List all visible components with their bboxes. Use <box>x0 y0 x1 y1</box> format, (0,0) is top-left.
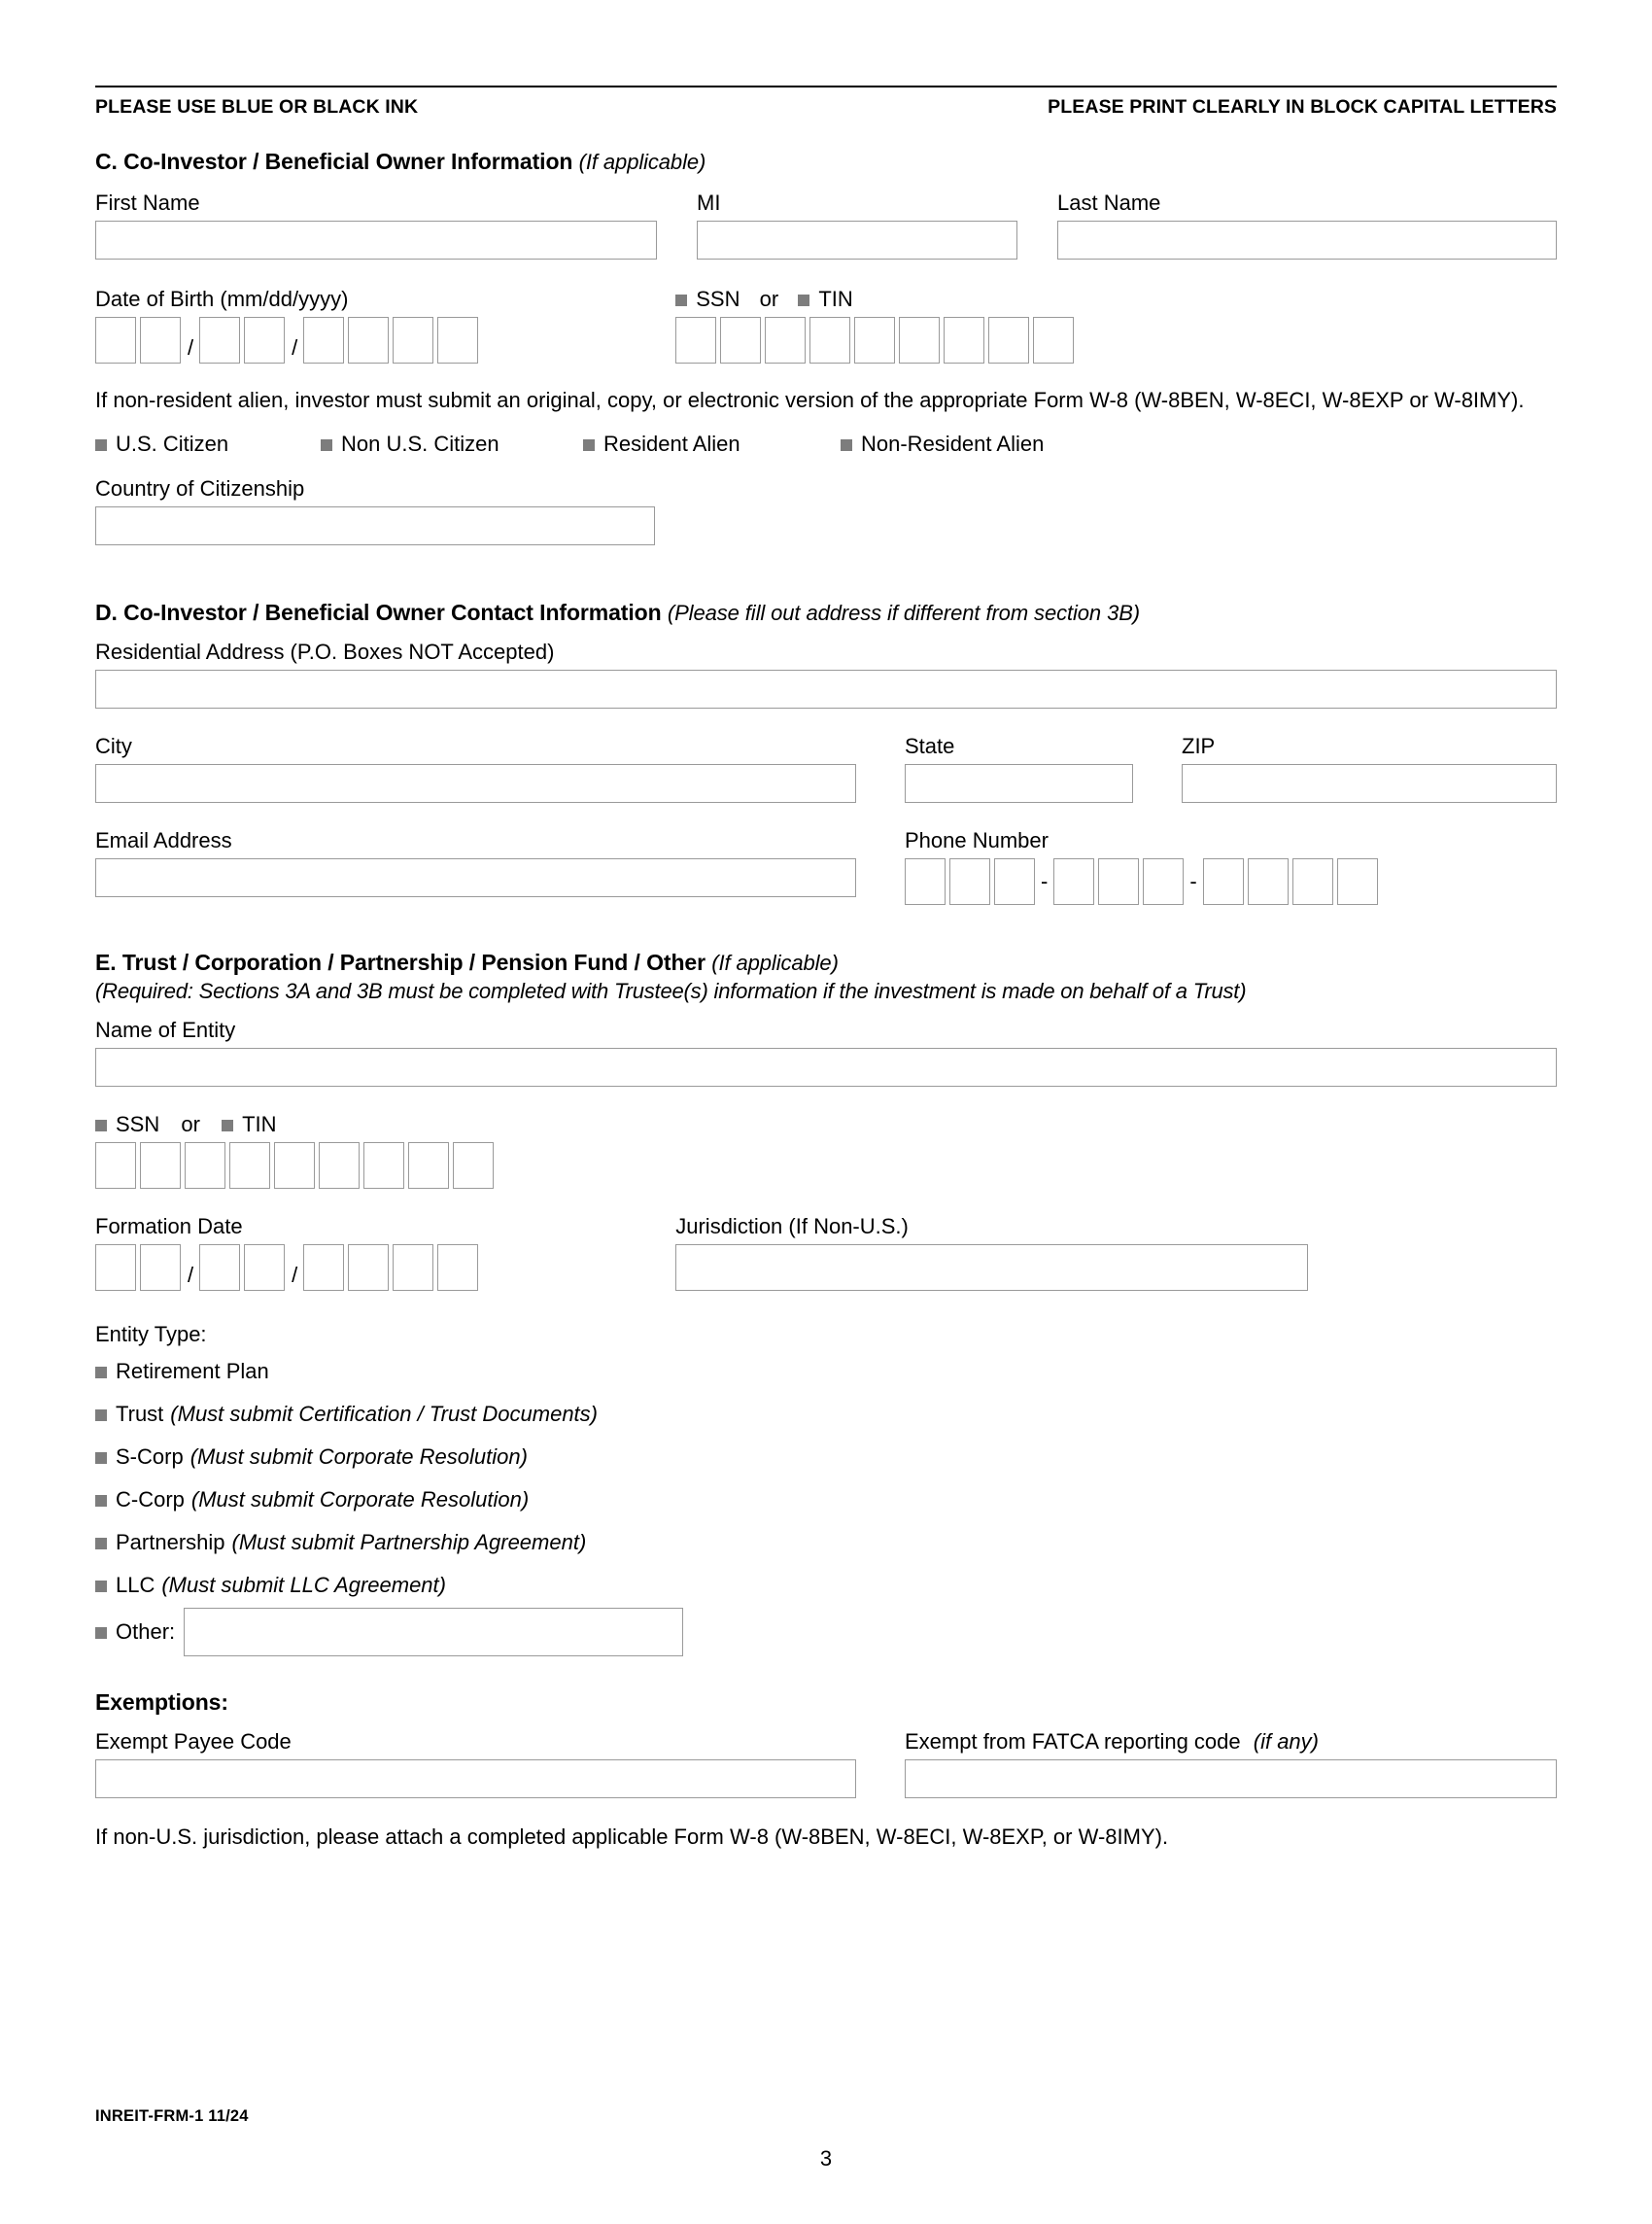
entity-type-name: C-Corp <box>116 1486 185 1512</box>
checkbox-icon <box>321 439 332 451</box>
zip-input[interactable] <box>1182 764 1557 803</box>
entity-type-option-retirement-plan[interactable] <box>95 1359 269 1384</box>
entity-ssn-tin-digit-9[interactable] <box>453 1142 494 1189</box>
formation-date-comb <box>95 1244 478 1291</box>
tin-label: TIN <box>818 286 853 311</box>
ssn-tin-label-row <box>675 287 1074 312</box>
entity-ssn-tin-or: or <box>181 1111 200 1136</box>
ssn-tin-digit-3[interactable] <box>765 317 806 364</box>
first-name-group <box>95 191 657 260</box>
exempt-payee-code-group <box>95 1729 856 1798</box>
entity-name-label: Name of Entity <box>95 1017 236 1042</box>
formation-yyyy-1[interactable] <box>303 1244 344 1291</box>
email-input[interactable] <box>95 858 856 897</box>
residential-address-label: Residential Address (P.O. Boxes NOT Accepted) <box>95 640 555 665</box>
phone-line-3[interactable] <box>1292 858 1333 905</box>
entity-tin-label: TIN <box>242 1111 277 1136</box>
entity-type-options <box>95 1359 1557 1656</box>
dob-separator-2: / <box>292 334 298 360</box>
formation-mm-1[interactable] <box>95 1244 136 1291</box>
phone-line-2[interactable] <box>1248 858 1289 905</box>
citizenship-option-non-us-citizen[interactable] <box>321 432 583 457</box>
ssn-checkbox-option[interactable] <box>675 287 740 312</box>
page-number: 3 <box>819 2146 833 2171</box>
phone-prefix-3[interactable] <box>1143 858 1184 905</box>
entity-ssn-tin-group <box>95 1112 1557 1189</box>
mi-input[interactable] <box>697 221 1017 260</box>
entity-type-option-trust[interactable] <box>95 1402 598 1427</box>
ink-instruction: PLEASE USE BLUE OR BLACK INK <box>95 96 419 118</box>
formation-mm-2[interactable] <box>140 1244 181 1291</box>
citizenship-option-label: Resident Alien <box>603 432 740 457</box>
exempt-payee-code-input[interactable] <box>95 1759 856 1798</box>
jurisdiction-label: Jurisdiction (If Non-U.S.) <box>675 1213 909 1238</box>
phone-group <box>905 828 1378 905</box>
residential-address-group <box>95 640 1557 709</box>
dob-label: Date of Birth (mm/dd/yyyy) <box>95 286 349 311</box>
exemptions-title: Exemptions: <box>95 1688 228 1715</box>
ssn-label: SSN <box>696 286 740 311</box>
entity-type-other-label: Other: <box>116 1618 176 1644</box>
ssn-tin-group <box>675 287 1074 364</box>
ssn-tin-digit-7[interactable] <box>944 317 984 364</box>
phone-line-1[interactable] <box>1203 858 1244 905</box>
citizenship-option-resident-alien[interactable] <box>583 432 841 457</box>
entity-name-input[interactable] <box>95 1048 1557 1087</box>
phone-separator-2: - <box>1189 868 1197 893</box>
section-d-heading <box>95 600 1557 626</box>
section-e-title: E. Trust / Corporation / Partnership / Pension Fund / Other <box>95 949 706 975</box>
citizenship-option-label: Non U.S. Citizen <box>341 432 499 457</box>
email-group <box>95 828 856 905</box>
section-d-title: D. Co-Investor / Beneficial Owner Contact Information <box>95 600 662 626</box>
formation-dd-1[interactable] <box>199 1244 240 1291</box>
phone-separator-1: - <box>1041 868 1049 893</box>
form-page <box>0 86 1652 2224</box>
formation-date-label: Formation Date <box>95 1213 243 1238</box>
dob-yyyy-1[interactable] <box>303 317 344 364</box>
entity-type-name: Trust <box>116 1401 164 1426</box>
jurisdiction-group <box>675 1214 1308 1291</box>
entity-type-name: Partnership <box>116 1529 225 1554</box>
form-code: INREIT-FRM-1 11/24 <box>95 2107 249 2125</box>
phone-prefix-2[interactable] <box>1098 858 1139 905</box>
ssn-tin-digit-4[interactable] <box>809 317 850 364</box>
city-label: City <box>95 733 132 758</box>
phone-line-4[interactable] <box>1337 858 1378 905</box>
entity-ssn-tin-digit-1[interactable] <box>95 1142 136 1189</box>
residential-address-input[interactable] <box>95 670 1557 709</box>
dob-separator-1: / <box>188 334 194 360</box>
entity-type-name: Retirement Plan <box>116 1358 269 1383</box>
non-resident-alien-note: If non-resident alien, investor must submit an original, copy, or electronic version of the appropriate Form W-8 (W-8BEN, W-8ECI, W-8EXP or W-8IMY). <box>95 387 1525 412</box>
formation-jurisdiction-row <box>95 1214 1557 1291</box>
ssn-tin-comb <box>675 317 1074 364</box>
formation-date-group <box>95 1214 478 1291</box>
fatca-code-note: (if any) <box>1253 1728 1319 1754</box>
ssn-tin-digit-6[interactable] <box>899 317 940 364</box>
checkbox-icon <box>95 1495 107 1507</box>
section-c-title: C. Co-Investor / Beneficial Owner Information <box>95 149 573 174</box>
entity-type-option-llc[interactable] <box>95 1573 446 1598</box>
zip-label: ZIP <box>1182 733 1216 758</box>
footer <box>95 2107 1557 2171</box>
zip-group <box>1182 734 1557 803</box>
country-of-citizenship-group <box>95 476 1557 545</box>
first-name-label: First Name <box>95 191 200 215</box>
fatca-code-label-row <box>905 1729 1557 1755</box>
checkbox-icon <box>95 1627 107 1639</box>
entity-ssn-tin-digit-4[interactable] <box>229 1142 270 1189</box>
fatca-code-input[interactable] <box>905 1759 1557 1798</box>
dob-dd-2[interactable] <box>244 317 285 364</box>
entity-ssn-tin-digit-5[interactable] <box>274 1142 315 1189</box>
exemptions-heading <box>95 1689 1557 1716</box>
dob-group <box>95 287 478 364</box>
tin-checkbox-option[interactable] <box>798 287 852 312</box>
mi-group <box>697 191 1017 260</box>
fatca-code-label: Exempt from FATCA reporting code <box>905 1728 1241 1754</box>
country-of-citizenship-input[interactable] <box>95 506 655 545</box>
block-capitals-instruction: PLEASE PRINT CLEARLY IN BLOCK CAPITAL LETTERS <box>1048 96 1557 118</box>
header-divider <box>95 86 1557 87</box>
entity-type-name: LLC <box>116 1572 155 1597</box>
entity-type-note: (Must submit LLC Agreement) <box>161 1572 446 1597</box>
entity-type-other-row <box>95 1608 1557 1656</box>
dob-dd-1[interactable] <box>199 317 240 364</box>
ssn-tin-digit-1[interactable] <box>675 317 716 364</box>
checkbox-icon <box>583 439 595 451</box>
city-group <box>95 734 856 803</box>
entity-type-note: (Must submit Partnership Agreement) <box>231 1529 587 1554</box>
checkbox-icon <box>95 1452 107 1464</box>
entity-type-option-partnership[interactable] <box>95 1530 586 1555</box>
checkbox-icon <box>675 295 687 306</box>
formation-yyyy-4[interactable] <box>437 1244 478 1291</box>
entity-ssn-checkbox-option[interactable] <box>95 1112 159 1137</box>
jurisdiction-input[interactable] <box>675 1244 1308 1291</box>
formation-separator-2: / <box>292 1262 298 1287</box>
section-e-heading <box>95 950 1557 976</box>
ssn-tin-digit-9[interactable] <box>1033 317 1074 364</box>
phone-label: Phone Number <box>905 827 1049 852</box>
section-e-required-note: (Required: Sections 3A and 3B must be completed with Trustee(s) information if the investment is made on behalf of a Trust) <box>95 978 1247 1003</box>
checkbox-icon <box>95 1581 107 1592</box>
first-name-input[interactable] <box>95 221 657 260</box>
phone-area-2[interactable] <box>949 858 990 905</box>
phone-comb <box>905 858 1378 905</box>
phone-area-1[interactable] <box>905 858 946 905</box>
formation-yyyy-3[interactable] <box>393 1244 433 1291</box>
dob-mm-1[interactable] <box>95 317 136 364</box>
checkbox-icon <box>95 1120 107 1131</box>
citizenship-option-label: U.S. Citizen <box>116 432 229 457</box>
formation-dd-2[interactable] <box>244 1244 285 1291</box>
entity-type-option-other[interactable] <box>95 1619 175 1645</box>
citizenship-option-label: Non-Resident Alien <box>861 432 1045 457</box>
entity-type-note: (Must submit Corporate Resolution) <box>190 1486 530 1512</box>
section-d-title-note: (Please fill out address if different from section 3B) <box>667 601 1141 626</box>
w8-attachment-note: If non-U.S. jurisdiction, please attach a completed applicable Form W-8 (W-8BEN, W-8ECI, W-8EXP, or W-8IMY). <box>95 1824 1169 1849</box>
city-state-zip-row <box>95 734 1557 803</box>
dob-ssn-row <box>95 287 1557 364</box>
entity-ssn-tin-digit-2[interactable] <box>140 1142 181 1189</box>
entity-tin-checkbox-option[interactable] <box>222 1112 276 1137</box>
entity-ssn-tin-comb <box>95 1142 1557 1189</box>
entity-type-name: S-Corp <box>116 1443 184 1469</box>
entity-type-label: Entity Type: <box>95 1321 207 1346</box>
dob-yyyy-2[interactable] <box>348 317 389 364</box>
entity-ssn-tin-digit-8[interactable] <box>408 1142 449 1189</box>
state-group <box>905 734 1133 803</box>
checkbox-icon <box>95 1538 107 1549</box>
last-name-label: Last Name <box>1057 191 1161 215</box>
dob-yyyy-3[interactable] <box>393 317 433 364</box>
city-input[interactable] <box>95 764 856 803</box>
dob-mm-2[interactable] <box>140 317 181 364</box>
email-label: Email Address <box>95 827 232 852</box>
entity-type-option-c-corp[interactable] <box>95 1487 529 1512</box>
ssn-tin-digit-5[interactable] <box>854 317 895 364</box>
entity-ssn-tin-digit-7[interactable] <box>363 1142 404 1189</box>
dob-comb <box>95 317 478 364</box>
entity-type-note: (Must submit Certification / Trust Documents) <box>170 1401 598 1426</box>
header <box>95 96 1557 119</box>
section-c-heading <box>95 149 1557 175</box>
section-c-title-note: (If applicable) <box>578 150 706 174</box>
state-input[interactable] <box>905 764 1133 803</box>
entity-ssn-tin-digit-6[interactable] <box>319 1142 360 1189</box>
entity-ssn-tin-digit-3[interactable] <box>185 1142 225 1189</box>
state-label: State <box>905 733 955 758</box>
name-row <box>95 191 1557 260</box>
checkbox-icon <box>95 1367 107 1378</box>
country-of-citizenship-label: Country of Citizenship <box>95 476 305 502</box>
ssn-tin-or: or <box>759 286 779 311</box>
entity-type-note: (Must submit Corporate Resolution) <box>189 1443 528 1469</box>
ssn-tin-digit-8[interactable] <box>988 317 1029 364</box>
formation-yyyy-2[interactable] <box>348 1244 389 1291</box>
entity-type-option-s-corp[interactable] <box>95 1444 528 1470</box>
phone-prefix-1[interactable] <box>1053 858 1094 905</box>
citizenship-options-row <box>95 432 1557 457</box>
entity-type-other-input[interactable] <box>184 1608 683 1656</box>
phone-area-3[interactable] <box>994 858 1035 905</box>
formation-separator-1: / <box>188 1262 194 1287</box>
email-phone-row <box>95 828 1557 905</box>
entity-ssn-label: SSN <box>116 1111 160 1136</box>
citizenship-option-non-resident-alien[interactable] <box>841 432 1044 457</box>
mi-label: MI <box>697 191 721 215</box>
checkbox-icon <box>798 295 809 306</box>
checkbox-icon <box>222 1120 233 1131</box>
section-e-title-note: (If applicable) <box>711 950 839 975</box>
checkbox-icon <box>95 1409 107 1421</box>
exemptions-row <box>95 1729 1557 1798</box>
exempt-payee-code-label: Exempt Payee Code <box>95 1728 292 1754</box>
dob-yyyy-4[interactable] <box>437 317 478 364</box>
entity-name-group <box>95 1018 1557 1087</box>
fatca-code-group <box>905 1729 1557 1798</box>
ssn-tin-digit-2[interactable] <box>720 317 761 364</box>
last-name-group <box>1057 191 1557 260</box>
checkbox-icon <box>95 439 107 451</box>
checkbox-icon <box>841 439 852 451</box>
entity-ssn-tin-label-row <box>95 1112 1557 1137</box>
citizenship-option-us-citizen[interactable] <box>95 432 321 457</box>
last-name-input[interactable] <box>1057 221 1557 260</box>
